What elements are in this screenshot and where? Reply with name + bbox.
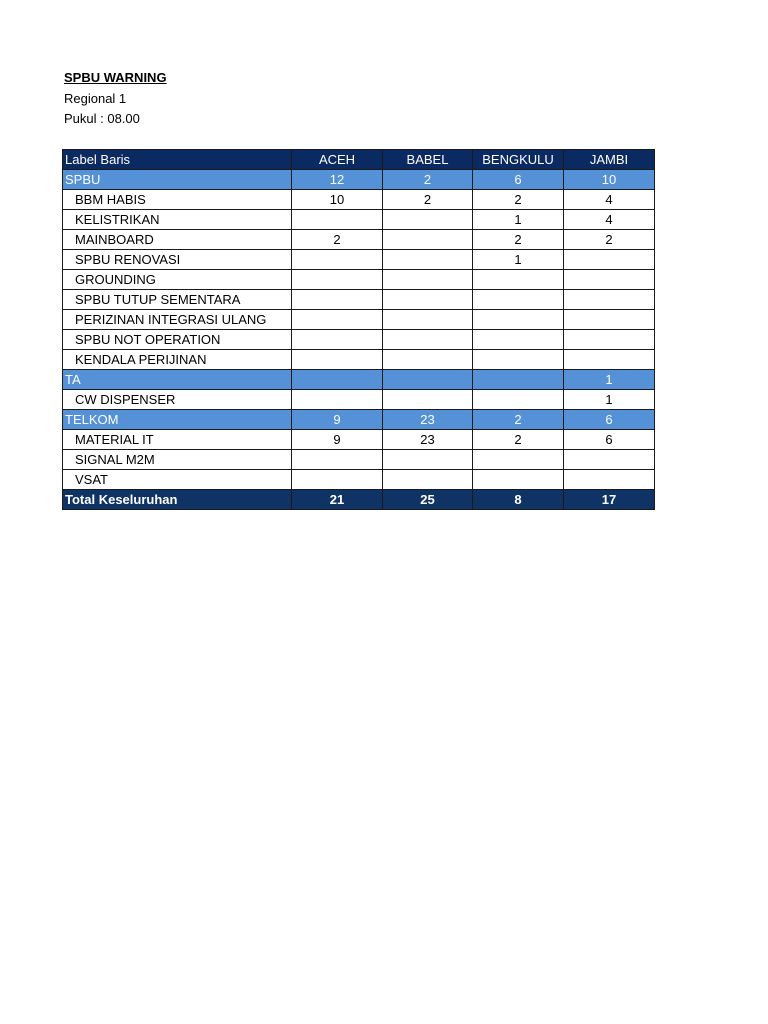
row-label[interactable]: TELKOM — [63, 410, 292, 430]
row-label[interactable]: TA — [63, 370, 292, 390]
cell-value[interactable]: 9 — [292, 430, 383, 450]
cell-value[interactable] — [473, 270, 564, 290]
row-label[interactable]: VSAT — [63, 470, 292, 490]
cell-value[interactable]: 6 — [473, 170, 564, 190]
cell-value[interactable]: 12 — [292, 170, 383, 190]
cell-value[interactable] — [564, 250, 655, 270]
column-header-bengkulu[interactable]: BENGKULU — [473, 150, 564, 170]
cell-value[interactable] — [473, 450, 564, 470]
cell-value[interactable]: 2 — [564, 230, 655, 250]
cell-value[interactable]: 1 — [564, 390, 655, 410]
cell-value[interactable]: 2 — [383, 190, 473, 210]
cell-value[interactable] — [292, 250, 383, 270]
cell-value[interactable] — [473, 470, 564, 490]
row-label[interactable]: SIGNAL M2M — [63, 450, 292, 470]
cell-value[interactable]: 1 — [564, 370, 655, 390]
section-row — [63, 370, 655, 390]
cell-value[interactable]: 23 — [383, 430, 473, 450]
cell-value[interactable] — [473, 390, 564, 410]
table-row — [63, 290, 655, 310]
report-time: Pukul : 08.00 — [64, 111, 140, 126]
cell-value[interactable]: 23 — [383, 410, 473, 430]
table-row — [63, 190, 655, 210]
cell-value[interactable] — [292, 390, 383, 410]
cell-value[interactable] — [383, 370, 473, 390]
table-row — [63, 450, 655, 470]
table-row — [63, 330, 655, 350]
table-row — [63, 310, 655, 330]
cell-value[interactable]: 6 — [564, 410, 655, 430]
row-label[interactable]: MATERIAL IT — [63, 430, 292, 450]
cell-value[interactable] — [292, 290, 383, 310]
row-label[interactable]: Total Keseluruhan — [63, 490, 292, 510]
section-row — [63, 410, 655, 430]
cell-value[interactable]: 8 — [473, 490, 564, 510]
cell-value[interactable] — [383, 450, 473, 470]
warning-table — [62, 149, 655, 510]
cell-value[interactable] — [292, 210, 383, 230]
row-label[interactable]: SPBU NOT OPERATION — [63, 330, 292, 350]
cell-value[interactable] — [383, 270, 473, 290]
row-label[interactable]: MAINBOARD — [63, 230, 292, 250]
row-label[interactable]: KENDALA PERIJINAN — [63, 350, 292, 370]
table-row — [63, 230, 655, 250]
cell-value[interactable] — [383, 230, 473, 250]
cell-value[interactable]: 2 — [292, 230, 383, 250]
cell-value[interactable] — [292, 330, 383, 350]
cell-value[interactable]: 2 — [473, 430, 564, 450]
cell-value[interactable] — [383, 310, 473, 330]
column-header-jambi[interactable]: JAMBI — [564, 150, 655, 170]
cell-value[interactable] — [383, 330, 473, 350]
cell-value[interactable]: 1 — [473, 210, 564, 230]
table-body — [63, 170, 655, 510]
cell-value[interactable] — [564, 350, 655, 370]
cell-value[interactable] — [292, 450, 383, 470]
table-row — [63, 210, 655, 230]
cell-value[interactable]: 2 — [383, 170, 473, 190]
cell-value[interactable]: 9 — [292, 410, 383, 430]
column-header-aceh[interactable]: ACEH — [292, 150, 383, 170]
cell-value[interactable] — [473, 330, 564, 350]
cell-value[interactable] — [473, 370, 564, 390]
cell-value[interactable] — [564, 470, 655, 490]
total-row — [63, 490, 655, 510]
cell-value[interactable] — [473, 310, 564, 330]
report-title: SPBU WARNING — [64, 70, 167, 85]
cell-value[interactable]: 2 — [473, 230, 564, 250]
cell-value[interactable]: 4 — [564, 210, 655, 230]
cell-value[interactable] — [292, 270, 383, 290]
cell-value[interactable]: 2 — [473, 190, 564, 210]
cell-value[interactable]: 10 — [292, 190, 383, 210]
cell-value[interactable]: 17 — [564, 490, 655, 510]
cell-value[interactable]: 2 — [473, 410, 564, 430]
section-row — [63, 170, 655, 190]
table-row — [63, 390, 655, 410]
cell-value[interactable] — [383, 390, 473, 410]
row-label[interactable]: SPBU TUTUP SEMENTARA — [63, 290, 292, 310]
cell-value[interactable]: 1 — [473, 250, 564, 270]
cell-value[interactable]: 4 — [564, 190, 655, 210]
table-row — [63, 470, 655, 490]
column-header-label[interactable]: Label Baris — [63, 150, 292, 170]
cell-value[interactable] — [383, 350, 473, 370]
table-row — [63, 270, 655, 290]
cell-value[interactable] — [292, 470, 383, 490]
report-header — [64, 68, 167, 130]
cell-value[interactable] — [292, 350, 383, 370]
cell-value[interactable]: 21 — [292, 490, 383, 510]
row-label[interactable]: SPBU — [63, 170, 292, 190]
cell-value[interactable]: 25 — [383, 490, 473, 510]
cell-value[interactable] — [473, 290, 564, 310]
cell-value[interactable]: 10 — [564, 170, 655, 190]
cell-value[interactable] — [564, 310, 655, 330]
cell-value[interactable] — [292, 310, 383, 330]
cell-value[interactable] — [383, 210, 473, 230]
report-region: Regional 1 — [64, 90, 127, 106]
cell-value[interactable] — [564, 450, 655, 470]
row-label[interactable]: PERIZINAN INTEGRASI ULANG — [63, 310, 292, 330]
table-row — [63, 250, 655, 270]
table-row — [63, 350, 655, 370]
row-label[interactable]: SPBU RENOVASI — [63, 250, 292, 270]
cell-value[interactable] — [564, 270, 655, 290]
row-label[interactable]: KELISTRIKAN — [63, 210, 292, 230]
cell-value[interactable]: 6 — [564, 430, 655, 450]
cell-value[interactable] — [383, 470, 473, 490]
cell-value[interactable] — [564, 330, 655, 350]
cell-value[interactable] — [473, 350, 564, 370]
table-row — [63, 430, 655, 450]
cell-value[interactable] — [292, 370, 383, 390]
row-label[interactable]: GROUNDING — [63, 270, 292, 290]
cell-value[interactable] — [564, 290, 655, 310]
row-label[interactable]: CW DISPENSER — [63, 390, 292, 410]
column-header-babel[interactable]: BABEL — [383, 150, 473, 170]
cell-value[interactable] — [383, 250, 473, 270]
cell-value[interactable] — [383, 290, 473, 310]
row-label[interactable]: BBM HABIS — [63, 190, 292, 210]
table-header-row — [63, 150, 655, 170]
